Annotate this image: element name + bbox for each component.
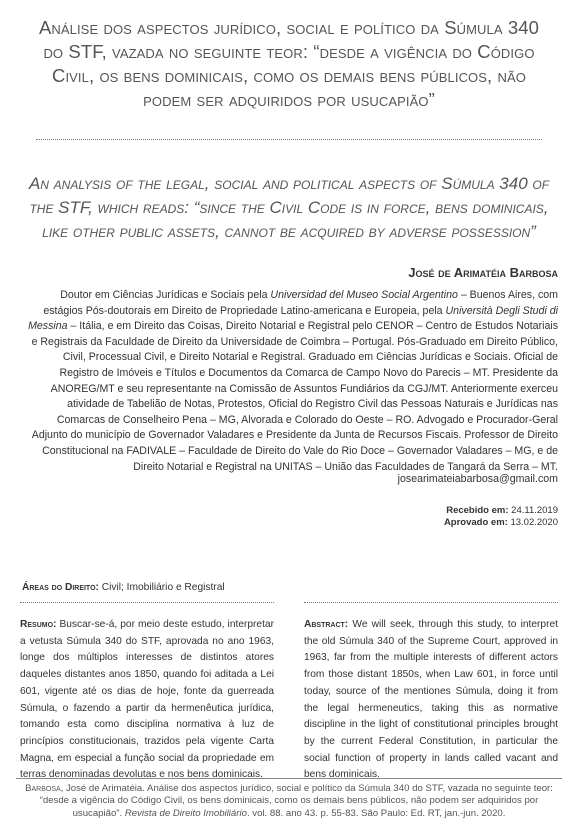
resumo-label: Resumo:: [20, 619, 57, 630]
law-areas-value: Civil; Imobiliário e Registral: [101, 582, 225, 593]
author-email[interactable]: josearimateiabarbosa@gmail.com: [397, 473, 558, 485]
citation-journal: Revista de Direito Imobiliário: [124, 807, 247, 819]
received-date: [444, 505, 558, 517]
article-title-portuguese: Análise dos aspectos jurídico, social e político da Súmula 340 do STF, vazada no seguinte teor: “desde a vigência do Código Civil, os bens dominicais, como os demais bens públicos, não podem ser adquiridos por usucapião”: [38, 17, 540, 110]
bio-text: – Itália, e em Direito das Coisas, Direito Notarial e Registral pelo CENOR – Centro de Estudos Notariais e Registrais da Faculdade de Direito da Universidade de Coimbra – Portugal. Pós-Graduado em Direito Público, Civil, Processual Civil, e Direito Notarial e Registral. Graduado em Ciências Jurídicas e Sociais. Oficial de Registro de Imóveis e Títulos e Documentos da Comarca de Campo Novo do Parecis – MT. Presidente da ANOREG/MT e seu representante na Comissão de Assuntos Fundiários da CGJ/MT. Anteriormente exerceu atividade de Tabelião de Notas, Protestos, Oficial do Registro Civil das Pessoas Naturais e Jurídicas nas Comarcas de Conselheiro Pena – MG, Alvorada e Colorado do Oeste – RO. Advogado e Procurador-Geral Adjunto do município de Governador Valadares e Presidente da Junta de Recursos Fiscais. Professor de Direito Constitucional na FADIVALE – Faculdade de Direito do Vale do Rio Doce – Governador Valadares – MG, e de Direito Notarial e Registral na UNITAS – União das Faculdades de Tangará da Serra – MT.: [31, 320, 558, 473]
abstract-section: [304, 617, 558, 784]
received-label: Recebido em:: [446, 505, 509, 516]
resumo-section: [20, 617, 274, 784]
article-title-english: An analysis of the legal, social and political aspects of Súmula 340 of the STF, which reads: “since the Civil Code is in force, bens dominicais, like other public assets, cannot be acquired by adverse possession”: [28, 174, 550, 241]
approved-value: 13.02.2020: [510, 517, 558, 528]
abstract-label: Abstract:: [304, 619, 349, 630]
resumo-text: Buscar-se-á, por meio deste estudo, interpretar a vetusta Súmula 340 do STF, aprovada no ano 1963, longe dos múltiplos interesses de distintos atores daqueles distantes anos 1850, quando foi aditada a Lei 601, vigente até os dias de hoje, fonte da guerreada Súmula, o fazendo a partir da hermenêutica jurídica, tomando esta como disciplina normativa à luz de princípios constitucionais, trazidos pela vigente Carta Magna, em especial a função social da propriedade em terras denominadas devolutas e nos bens dominicais.: [20, 619, 274, 781]
bio-text: Doutor em Ciências Jurídicas e Sociais pela: [60, 289, 271, 301]
author-name: José de Arimatéia Barbosa: [408, 265, 558, 280]
citation-details: . vol. 88. ano 43. p. 55-83. São Paulo: Ed. RT, jan.-jun. 2020.: [246, 807, 506, 819]
bio-university: Università Degli Studi di Messina: [28, 304, 558, 333]
author-bio: [22, 288, 558, 475]
citation-author: Barbosa: [25, 783, 61, 794]
approved-date: [444, 517, 558, 529]
law-areas-label: Áreas do Direito:: [22, 582, 99, 593]
citation-footer: [16, 783, 562, 820]
dotted-divider: [304, 602, 558, 603]
dotted-divider: [20, 602, 274, 603]
bio-university: Universidad del Museo Social Argentino: [270, 289, 458, 301]
received-value: 24.11.2019: [511, 505, 558, 516]
citation-text: , José de Arimatéia. Análise dos aspectos jurídico, social e político da Súmula 340 do STF, vazada no seguinte teor: “desde a vigência do Código Civil, os bens dominicais, como os demais bens públicos, não podem ser adquiridos por usucapião”.: [39, 783, 553, 819]
law-areas: [22, 582, 542, 593]
submission-dates: [444, 505, 558, 529]
bio-text: – Buenos Aires, com estágios Pós-doutorais em Direito de Propriedade Latino-americana e Europeia, pela: [43, 289, 558, 317]
footer-divider: [16, 778, 562, 779]
approved-label: Aprovado em:: [443, 517, 508, 528]
dotted-divider: [36, 139, 542, 140]
abstract-text: We will seek, through this study, to interpret the old Súmula 340 of the Supreme Court, approved in 1963, far from the multiple interests of different actors from those distant 1850s, when Law 601, in force until today, source of the mentiones Súmula, doing it from the legal hermeneutics, taking this as normative discipline in the light of constitutional principles brought by the current Federal Constitution, in particular the social function of property in lands called vacant and bens dominicais.: [304, 619, 558, 781]
